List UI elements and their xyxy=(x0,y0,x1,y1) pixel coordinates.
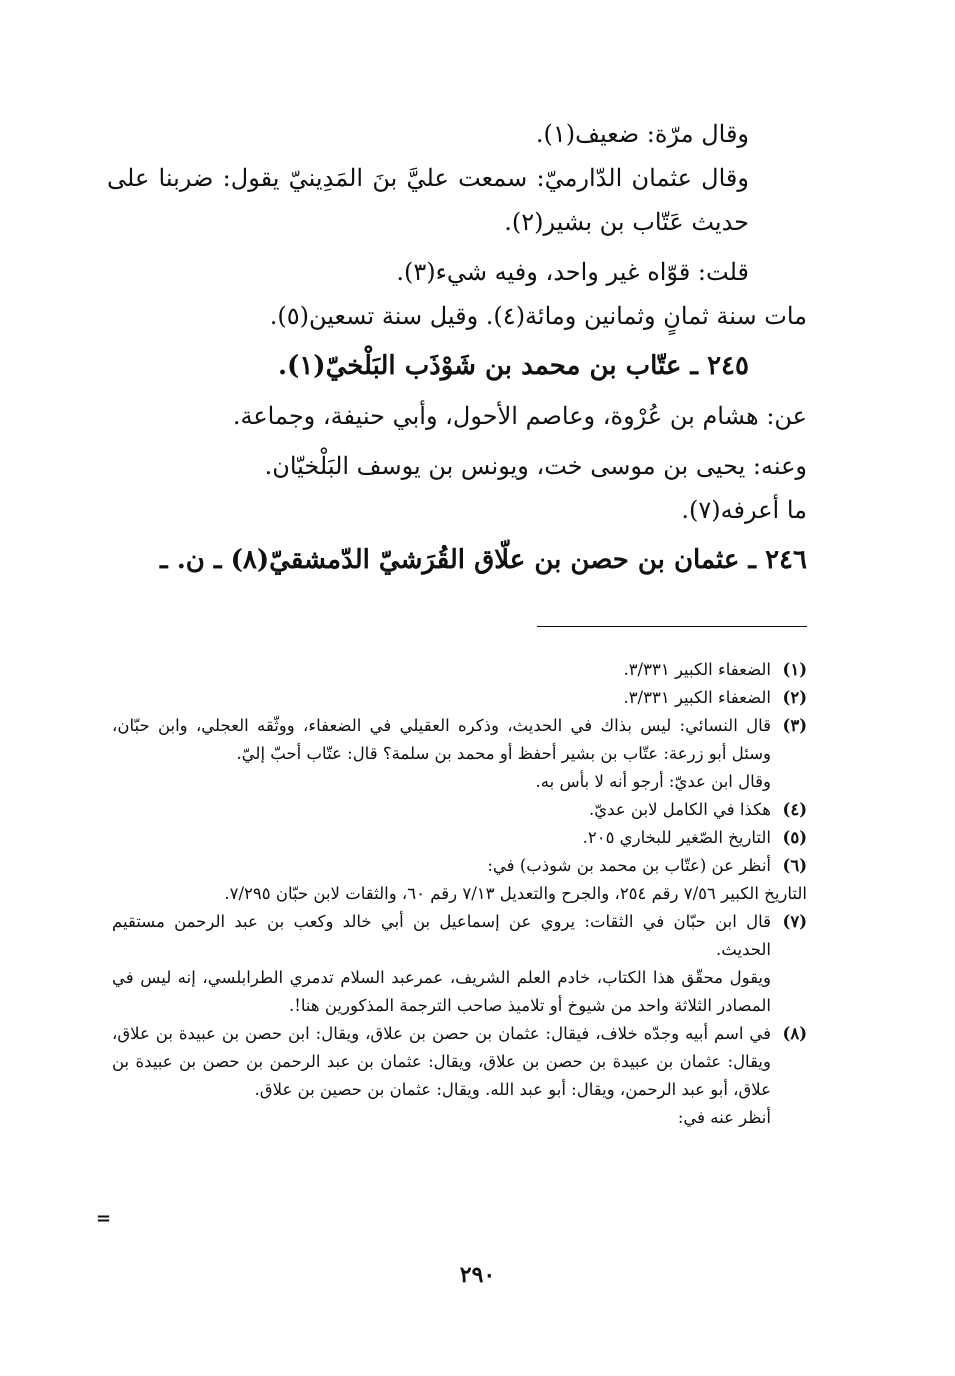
footnote-text: التاريخ الصّغير للبخاري ٢٠٥. xyxy=(582,828,771,847)
footnote-text: أنظر عن (عتّاب بن محمد بن شوذب) في: xyxy=(487,856,771,875)
main-text xyxy=(107,112,807,582)
text-line: ما أعرفه(٧). xyxy=(681,496,807,524)
footnote-separator xyxy=(537,626,807,627)
footnote-5 xyxy=(112,824,807,852)
text-line: عن: هشام بن عُرْوة، وعاصم الأحول، وأبي حنيفة، وجماعة. xyxy=(232,402,807,430)
footnote-number: (٧) xyxy=(782,912,807,931)
footnote-text: قال النسائي: ليس بذاك في الحديث، وذكره العقيلي في الضعفاء، ووثّقه العجلي، وابن حبّان، وسئل أبو زرعة: عتّاب بن بشير أحفظ أو محمد بن سلمة؟ قال: عتّاب أحبّ إليّ. xyxy=(112,716,771,763)
text-line: مات سنة ثمانٍ وثمانين ومائة(٤). وقيل سنة تسعين(٥). xyxy=(269,302,807,330)
footnote-continuation: وقال ابن عديّ: أرجو أنه لا بأس به. xyxy=(535,772,771,791)
footnote-1 xyxy=(112,656,807,684)
footnote-text: الضعفاء الكبير ٣/٣٣١. xyxy=(623,688,771,707)
footnote-4 xyxy=(112,796,807,824)
text-paragraph xyxy=(107,156,807,244)
footnote-7 xyxy=(112,908,807,964)
footnote-number: (١) xyxy=(782,660,807,679)
footnote-number: (٨) xyxy=(782,1024,807,1043)
footnote-text: هكذا في الكامل لابن عديّ. xyxy=(589,800,771,819)
footnote-8 xyxy=(112,1020,807,1104)
page-number: ٢٩٠ xyxy=(459,1262,496,1288)
entry-heading-246: ٢٤٦ ـ عثمان بن حصن بن علّاق القُرَشيّ الدّمشقيّ(٨) ـ ن. ـ xyxy=(160,545,807,575)
footnote-number: (٤) xyxy=(782,800,807,819)
footnote-number: (٥) xyxy=(782,828,807,847)
footnote-number: (٦) xyxy=(782,856,807,875)
text-line: قلت: قوّاه غير واحد، وفيه شيء(٣). xyxy=(396,258,749,286)
footnote-number: (٢) xyxy=(782,688,807,707)
footnote-continuation: أنظر عنه في: xyxy=(677,1108,771,1127)
footnote-2 xyxy=(112,684,807,712)
footnote-text: قال ابن حبّان في الثقات: يروي عن إسماعيل بن أبي خالد وكعب بن عبد الرحمن مستقيم الحديث. xyxy=(112,912,771,959)
footnote-continuation: ويقول محقّق هذا الكتاب، خادم العلم الشريف، عمرعبد السلام تدمري الطرابلسي، إنه ليس في المصادر الثلاثة واحد من شيوخ أو تلاميذ صاحب الترجمة المذكورين هنا!. xyxy=(112,968,771,1015)
footnote-text: في اسم أبيه وجدّه خلاف، فيقال: عثمان بن حصن بن علاق، ويقال: ابن حصن بن عبيدة بن علاق، ويقال: عثمان بن عبيدة بن حصن بن علاق، ويقال: عثمان بن عبد الرحمن بن حصن بن عبيدة بن علاق، أبو عبد الرحمن، ويقال: أبو عبد الله. ويقال: عثمان بن حصين بن علاق. xyxy=(112,1024,771,1099)
footnote-6 xyxy=(112,852,807,880)
text-line: وقال عثمان الدّارميّ: سمعت عليَّ بنَ المَدِينيّ يقول: ضربنا على حديث عَتّاب بن بشير(٢). xyxy=(107,164,749,236)
text-line: وعنه: يحيى بن موسى خت، ويونس بن يوسف البَلْخيّان. xyxy=(264,452,807,480)
footnote-3 xyxy=(112,712,807,768)
footnotes xyxy=(112,656,807,1132)
continuation-mark: = xyxy=(96,1208,112,1229)
entry-heading-245: ٢٤٥ ـ عتّاب بن محمد بن شَوْذَب البَلْخيّ(١). xyxy=(277,351,749,381)
text-line: وقال مرّة: ضعيف(١). xyxy=(535,120,749,148)
footnote-continuation: التاريخ الكبير ٧/٥٦ رقم ٢٥٤، والجرح والتعديل ٧/١٣ رقم ٦٠، والثقات لابن حبّان ٧/٢٩٥. xyxy=(224,884,807,903)
footnote-number: (٣) xyxy=(782,716,807,735)
footnote-text: الضعفاء الكبير ٣/٣٣١. xyxy=(623,660,771,679)
